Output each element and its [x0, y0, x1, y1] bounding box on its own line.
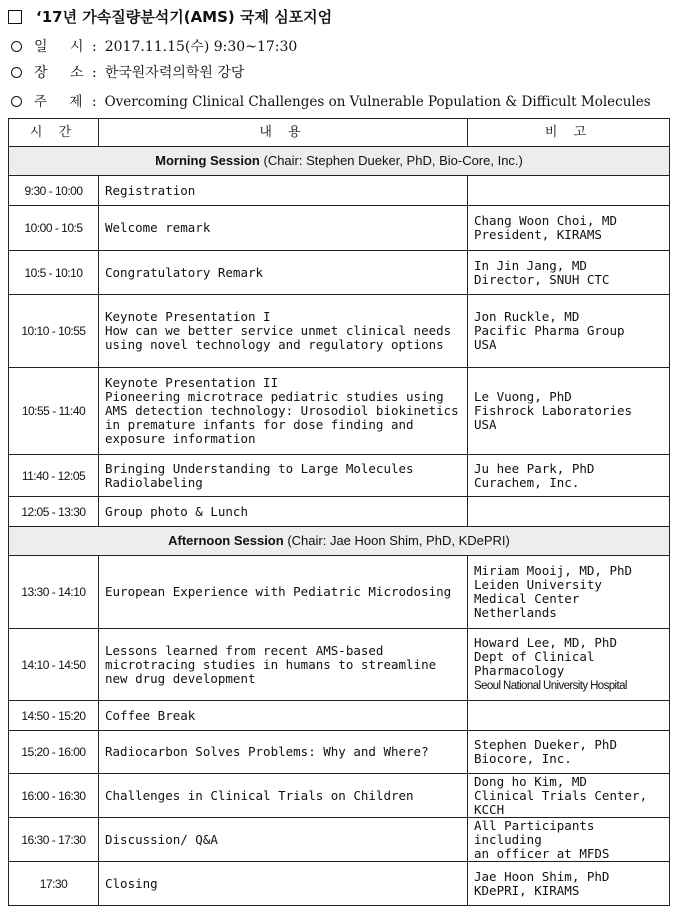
row-content: Lessons learned from recent AMS-based microtracing studies in humans to streamline new drug development [99, 629, 468, 701]
place-label: 장 소 [34, 65, 93, 81]
row-note [468, 176, 670, 206]
row-note: Dong ho Kim, MD Clinical Trials Center, KCCH [468, 774, 670, 818]
table-row [9, 862, 670, 906]
header-time: 시 간 [9, 119, 99, 147]
afternoon-session-row [9, 527, 670, 556]
row-content: Registration [99, 176, 468, 206]
table-row [9, 629, 670, 701]
table-row [9, 206, 670, 251]
afternoon-session-title: Afternoon Session [168, 533, 284, 548]
theme-label: 주 제 [34, 94, 92, 110]
row-content: Keynote Presentation I How can we better service unmet clinical needs using novel technology and regulatory options [99, 295, 468, 368]
morning-session-row [9, 147, 670, 176]
circle-bullet-icon [11, 41, 22, 52]
date-label: 일 시 [34, 39, 93, 55]
row-note: Chang Woon Choi, MD President, KIRAMS [468, 206, 670, 251]
row-time: 10:55 - 11:40 [9, 368, 99, 455]
row-time: 14:50 - 15:20 [9, 701, 99, 731]
row-time: 10:5 - 10:10 [9, 251, 99, 295]
row-content: Welcome remark [99, 206, 468, 251]
table-header-row [9, 119, 670, 147]
morning-session-title: Morning Session [155, 153, 260, 168]
row-time: 9:30 - 10:00 [9, 176, 99, 206]
schedule-table [8, 118, 670, 906]
theme-value: Overcoming Clinical Challenges on Vulnerable Population & Difficult Molecules [104, 94, 651, 110]
row-note-extra: Seoul National University Hospital [474, 680, 627, 692]
table-row [9, 774, 670, 818]
row-note: Miriam Mooij, MD, PhD Leiden University Medical Center Netherlands [468, 556, 670, 629]
row-content: Challenges in Clinical Trials on Children [99, 774, 468, 818]
row-note-cell [468, 629, 670, 701]
info-place: 장 소: 한국원자력의학원 강당 [8, 62, 244, 82]
place-value: 한국원자력의학원 강당 [104, 65, 245, 81]
circle-bullet-icon [11, 96, 22, 107]
header-note: 비 고 [468, 119, 670, 147]
row-content: Congratulatory Remark [99, 251, 468, 295]
row-content: Discussion/ Q&A [99, 818, 468, 862]
row-note: Stephen Dueker, PhD Biocore, Inc. [468, 731, 670, 774]
table-row [9, 176, 670, 206]
row-time: 15:20 - 16:00 [9, 731, 99, 774]
row-note: Le Vuong, PhD Fishrock Laboratories USA [468, 368, 670, 455]
row-time: 13:30 - 14:10 [9, 556, 99, 629]
info-date: 일 시: 2017.11.15(수) 9:30~17:30 [8, 36, 297, 56]
row-content: Group photo & Lunch [99, 497, 468, 527]
afternoon-session-chair: (Chair: Jae Hoon Shim, PhD, KDePRI) [287, 533, 510, 548]
row-time: 17:30 [9, 862, 99, 906]
row-time: 14:10 - 14:50 [9, 629, 99, 701]
row-note: In Jin Jang, MD Director, SNUH CTC [468, 251, 670, 295]
circle-bullet-icon [11, 67, 22, 78]
table-row [9, 368, 670, 455]
row-time: 10:00 - 10:5 [9, 206, 99, 251]
table-row [9, 818, 670, 862]
row-time: 12:05 - 13:30 [9, 497, 99, 527]
table-row [9, 556, 670, 629]
date-value: 2017.11.15(수) 9:30~17:30 [104, 39, 298, 55]
checkbox-icon [8, 10, 22, 24]
morning-session-chair: (Chair: Stephen Dueker, PhD, Bio-Core, Inc.) [263, 153, 523, 168]
table-row [9, 295, 670, 368]
document-title [8, 6, 332, 27]
row-note [468, 497, 670, 527]
row-content: European Experience with Pediatric Microdosing [99, 556, 468, 629]
row-note [468, 701, 670, 731]
row-time: 11:40 - 12:05 [9, 455, 99, 497]
table-row [9, 455, 670, 497]
table-row [9, 497, 670, 527]
table-row [9, 251, 670, 295]
row-note: Jae Hoon Shim, PhD KDePRI, KIRAMS [468, 862, 670, 906]
row-time: 16:30 - 17:30 [9, 818, 99, 862]
row-time: 10:10 - 10:55 [9, 295, 99, 368]
info-theme: 주 제: Overcoming Clinical Challenges on Vulnerable Population & Difficult Molecules [8, 90, 651, 110]
row-content: Closing [99, 862, 468, 906]
title-text: ‘17년 가속질량분석기(AMS) 국제 심포지엄 [36, 8, 333, 26]
row-content: Keynote Presentation II Pioneering microtrace pediatric studies using AMS detection technology: Urosodiol biokinetics in premature infants for dose finding and exposure information [99, 368, 468, 455]
table-row [9, 701, 670, 731]
row-content: Radiocarbon Solves Problems: Why and Where? [99, 731, 468, 774]
header-content: 내 용 [99, 119, 468, 147]
row-note: All Participants including an officer at MFDS [468, 818, 670, 862]
row-content: Coffee Break [99, 701, 468, 731]
row-note: Jon Ruckle, MD Pacific Pharma Group USA [468, 295, 670, 368]
row-content: Bringing Understanding to Large Molecules Radiolabeling [99, 455, 468, 497]
row-note: Howard Lee, MD, PhD Dept of Clinical Pharmacology [474, 635, 617, 678]
table-row [9, 731, 670, 774]
row-note: Ju hee Park, PhD Curachem, Inc. [468, 455, 670, 497]
row-time: 16:00 - 16:30 [9, 774, 99, 818]
